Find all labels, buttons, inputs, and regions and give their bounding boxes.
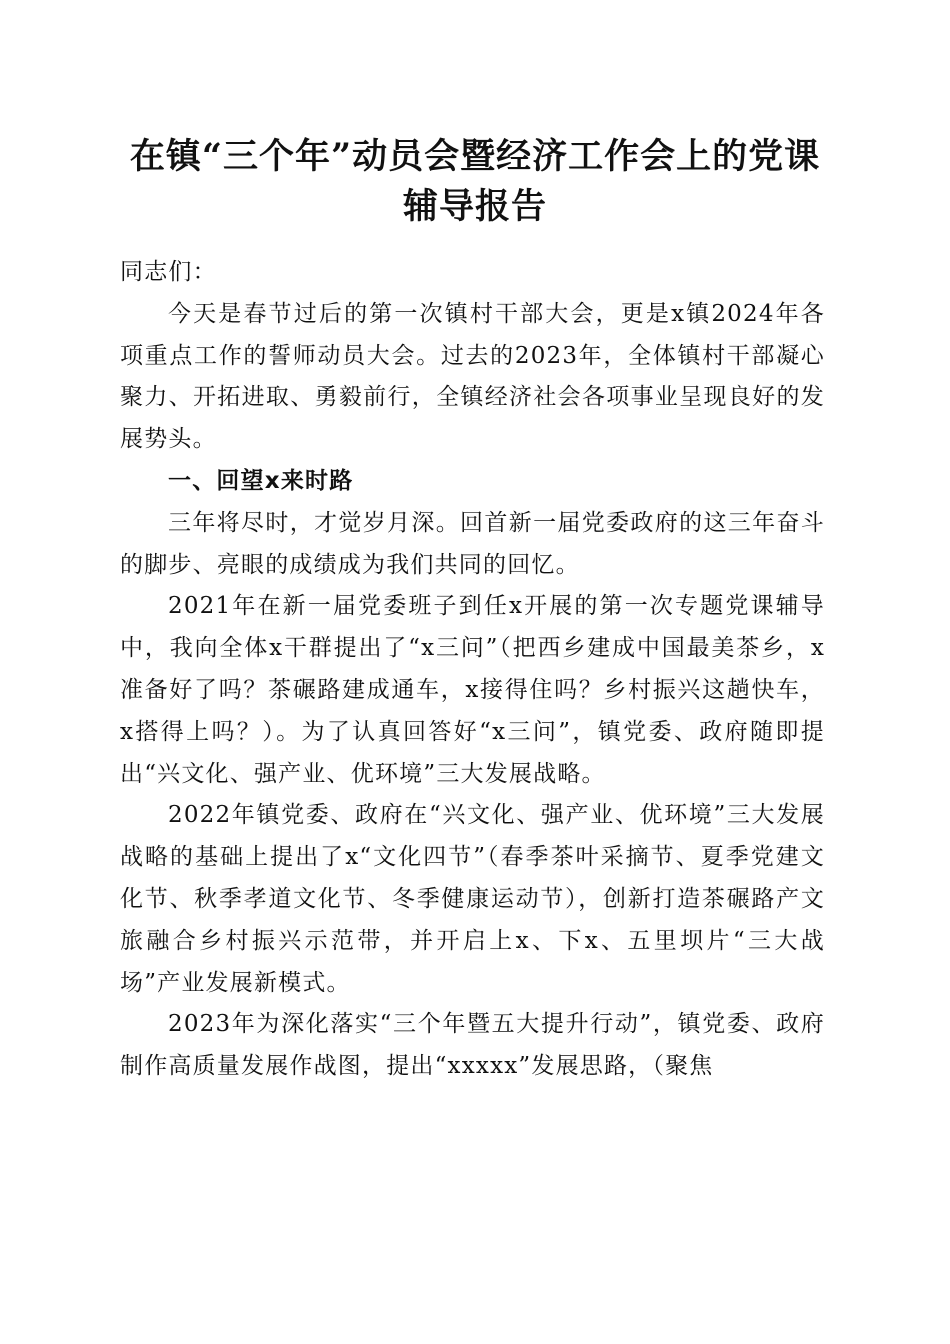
document-body (120, 252, 825, 1088)
title-line-2: 辅导报告 (402, 186, 547, 227)
paragraph: 三年将尽时，才觉岁月深。回首新一届党委政府的这三年奋斗的脚步、亮眼的成绩成为我们共同的回忆。 (120, 509, 825, 578)
paragraph: 2022年镇党委、政府在“兴文化、强产业、优环境”三大发展战略的基础上提出了x“文化四节”（春季茶叶采摘节、夏季党建文化节、秋季孝道文化节、冬季健康运动节），创新打造茶碾路产文旅融合乡村振兴示范带，并开启上x、下x、五里坝片“三大战场”产业发展新模式。 (120, 802, 825, 996)
salutation: 同志们： (120, 259, 217, 285)
document-title (110, 132, 840, 232)
title-line-1: 在镇“三个年”动员会暨经济工作会上的党课 (129, 136, 821, 177)
paragraph: 2021年在新一届党委班子到任x开展的第一次专题党课辅导中，我向全体x干群提出了“x三问”（把西乡建成中国最美茶乡，x准备好了吗？茶碾路建成通车，x接得住吗？乡村振兴这趟快车，x搭得上吗？）。为了认真回答好“x三问”，镇党委、政府随即提出“兴文化、强产业、优环境”三大发展战略。 (120, 593, 825, 787)
paragraph: 2023年为深化落实“三个年暨五大提升行动”，镇党委、政府制作高质量发展作战图，提出“xxxxx”发展思路，（聚焦 (120, 1011, 825, 1080)
paragraph-intro: 今天是春节过后的第一次镇村干部大会，更是x镇2024年各项重点工作的誓师动员大会。过去的2023年，全体镇村干部凝心聚力、开拓进取、勇毅前行，全镇经济社会各项事业呈现良好的发展势头。 (120, 300, 825, 453)
section-heading: 一、回望x来时路 (168, 467, 354, 494)
